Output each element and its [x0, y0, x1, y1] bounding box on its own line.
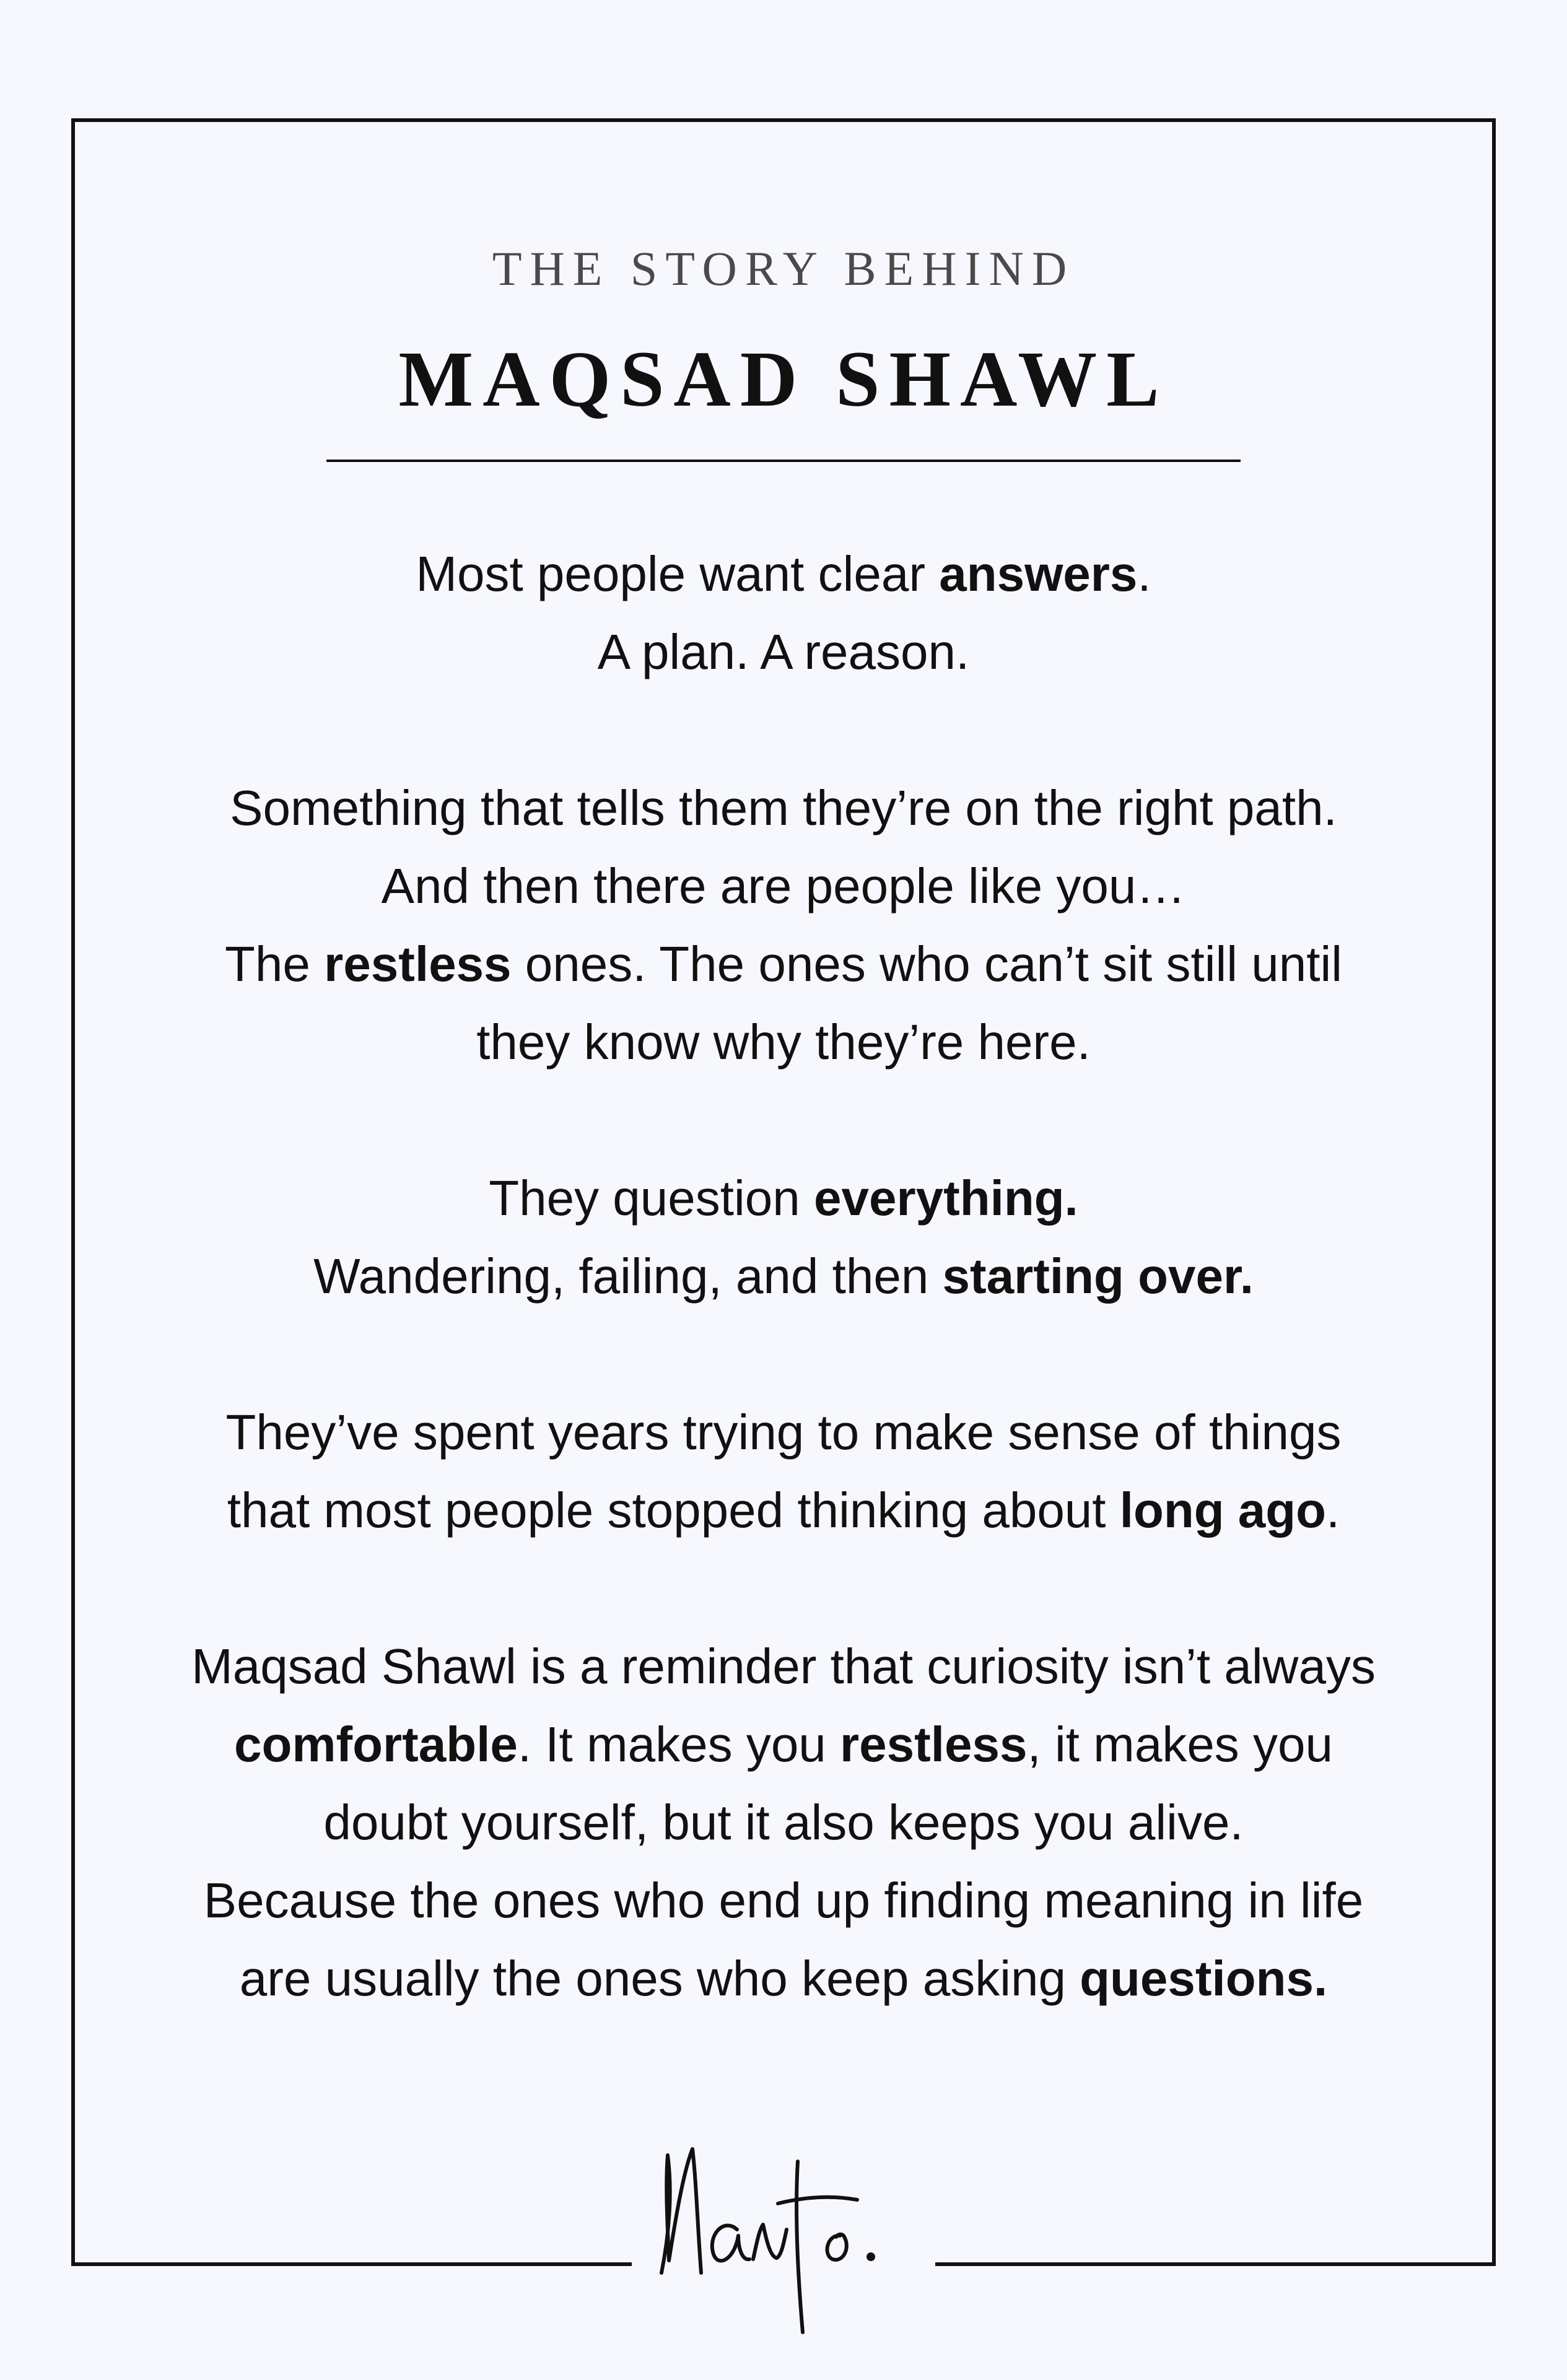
story-body — [99, 535, 1468, 2018]
emphasis-text: restless — [324, 936, 512, 992]
page-title: MAQSAD SHAWL — [398, 335, 1169, 423]
body-text-run: ones. The ones who can’t sit still until — [511, 936, 1342, 992]
body-text-run: . It makes you — [517, 1717, 840, 1772]
story-paragraph-5 — [99, 1628, 1468, 2018]
body-text-run: doubt yourself, but it also keeps you alive. — [323, 1795, 1244, 1850]
title-divider — [326, 460, 1241, 462]
body-text-run: They question — [489, 1170, 814, 1226]
body-text-run: , it makes you — [1027, 1717, 1333, 1772]
body-text-run: Wandering, failing, and then — [313, 1249, 943, 1304]
body-text-run: Maqsad Shawl is a reminder that curiosity isn’t always — [191, 1639, 1376, 1694]
body-text-run: And then there are people like you… — [381, 858, 1186, 913]
kicker-text: THE STORY BEHIND — [492, 242, 1075, 295]
body-text-run: that most people stopped thinking about — [227, 1483, 1120, 1538]
emphasis-text: restless — [840, 1717, 1028, 1772]
emphasis-text: comfortable — [234, 1717, 518, 1772]
story-paragraph-2 — [99, 769, 1468, 1081]
body-text-run: Something that tells them they’re on the right path. — [230, 780, 1337, 835]
body-text-run: they know why they’re here. — [476, 1014, 1091, 1070]
emphasis-text: questions. — [1080, 1951, 1328, 2006]
signature-manto — [644, 2137, 929, 2341]
body-text-run: Most people want clear — [416, 546, 940, 601]
emphasis-text: starting over. — [942, 1249, 1254, 1304]
story-paragraph-4 — [99, 1393, 1468, 1550]
body-text-run: . — [1137, 546, 1151, 601]
frame-bottom-right — [935, 2262, 1496, 2266]
emphasis-text: long ago — [1119, 1483, 1327, 1538]
story-paragraph-3 — [99, 1159, 1468, 1315]
story-paragraph-1 — [99, 535, 1468, 691]
body-text-run: are usually the ones who keep asking — [239, 1951, 1080, 2006]
body-text-run: They’ve spent years trying to make sense of things — [225, 1405, 1342, 1460]
body-text-run: Because the ones who end up finding meaning in life — [203, 1873, 1364, 1928]
body-text-run: . — [1326, 1483, 1340, 1538]
frame-bottom-left — [71, 2262, 632, 2266]
body-text-run: A plan. A reason. — [597, 624, 970, 679]
body-text-run: The — [225, 936, 325, 992]
emphasis-text: everything. — [813, 1170, 1078, 1226]
emphasis-text: answers — [939, 546, 1138, 601]
